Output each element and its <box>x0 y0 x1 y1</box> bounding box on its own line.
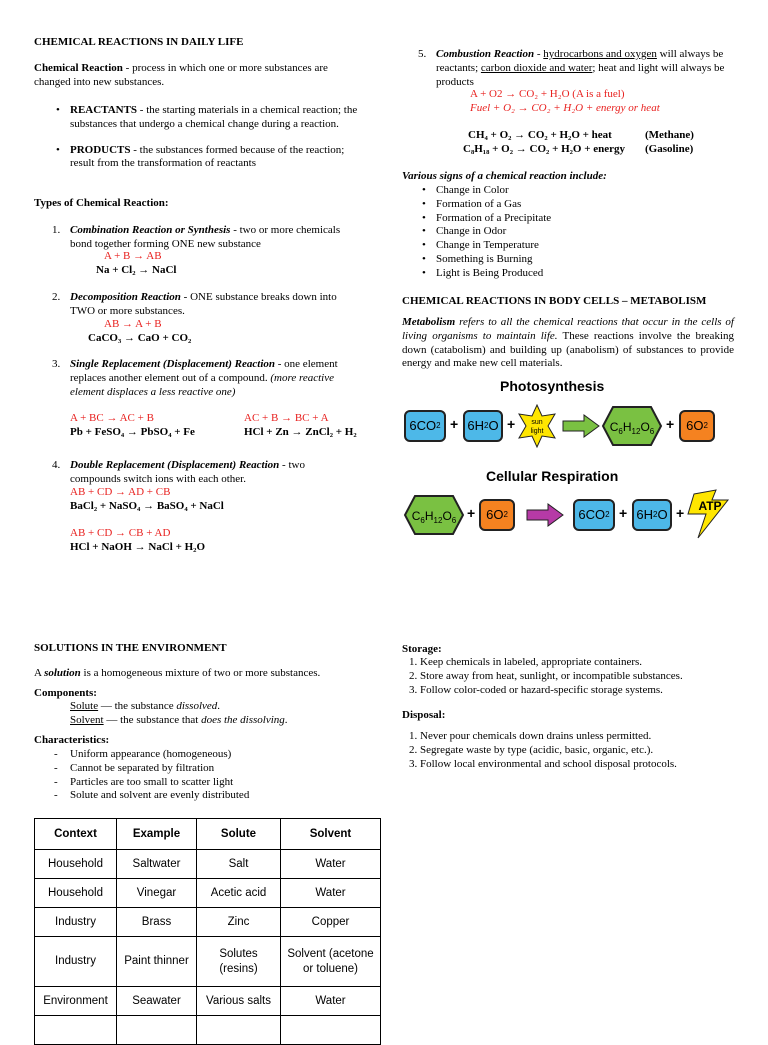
list-item: 1. Keep chemicals in labeled, appropriate containers. <box>420 656 760 670</box>
table-cell: Industry <box>35 937 117 987</box>
double-example-2: HCl + NaOH → NaCl + H₂O <box>70 541 206 553</box>
solvent-line: Solvent — the substance that does the dissolving. <box>70 714 288 726</box>
table-cell: Saltwater <box>117 850 197 879</box>
table-cell: Salt <box>197 850 281 879</box>
table-cell: Acetic acid <box>197 879 281 908</box>
h2o-box: 6H 2 O <box>463 410 503 442</box>
table-cell: Brass <box>117 908 197 937</box>
table-row <box>35 1016 381 1045</box>
plus-sign: + <box>666 416 675 432</box>
list-item: - Particles are too small to scatter light <box>52 776 352 790</box>
chemical-reaction-definition: Chemical Reaction - process in which one or more substances are changed into new substances. <box>34 62 328 88</box>
type-combustion: 5. Combustion Reaction - hydrocarbons and oxygen will always be reactants; carbon dioxide and water; heat and light will always be products <box>418 48 725 88</box>
combustion-example-1-label: (Methane) <box>645 129 694 141</box>
table-row <box>35 937 381 987</box>
section-title-metabolism: CHEMICAL REACTIONS IN BODY CELLS – METABOLISM <box>402 295 707 307</box>
table-row <box>35 987 381 1016</box>
list-item: 2. Store away from heat, sunlight, or incompatible substances. <box>420 670 760 684</box>
double-general-1: AB + CD → AD + CB <box>70 486 171 498</box>
svg-text:C6H12O6: $C_6H_{12}O_6$ <box>411 509 457 525</box>
table-cell: Solutes (resins) <box>197 937 281 987</box>
decomposition-general: AB → A + B <box>104 318 162 330</box>
plus-sign: + <box>450 416 459 432</box>
list-item: • Something is Burning <box>418 253 718 267</box>
solution-definition: A solution is a homogeneous mixture of two or more substances. <box>34 667 321 679</box>
table-header: Solvent <box>281 819 381 850</box>
sun-label-2: light <box>530 428 544 435</box>
table-cell: Vinegar <box>117 879 197 908</box>
type-combination: 1. Combination Reaction or Synthesis - two or more chemicals bond together forming ONE new substance <box>52 224 341 250</box>
table-cell: Solvent (acetone or toluene) <box>281 937 381 987</box>
solute-line: Solute — the substance dissolved. <box>70 700 221 712</box>
type-decomposition: 2. Decomposition Reaction - ONE substance breaks down into TWO or more substances. <box>52 291 337 317</box>
type-single-replacement: 3. Single Replacement (Displacement) Reaction - one element replaces another element out of a compound. (more reactive element displaces a less reactive one) <box>52 358 338 398</box>
storage-list <box>402 656 760 697</box>
table-cell: Copper <box>281 908 381 937</box>
respiration-title: Cellular Respiration <box>486 468 619 484</box>
components-heading: Components: <box>34 687 97 699</box>
disposal-heading: Disposal: <box>402 709 446 721</box>
arrow-right-icon <box>526 503 564 527</box>
decomposition-example: CaCO₃ → CaO + CO₂ <box>88 332 192 344</box>
list-item: • Light is Being Produced <box>418 267 718 281</box>
combination-general: A + B → AB <box>104 250 162 262</box>
reactants-products-list <box>52 104 364 171</box>
table-cell: Various salts <box>197 987 281 1016</box>
table-cell: Household <box>35 850 117 879</box>
single-general-2: AC + B → BC + A <box>244 412 329 424</box>
h2o-box: 6H 2 O <box>632 499 672 531</box>
combination-example: Na + Cl₂ → NaCl <box>96 264 177 276</box>
list-item: 2. Segregate waste by type (acidic, basic, organic, etc.). <box>420 744 760 758</box>
arrow-right-icon <box>562 414 600 438</box>
list-item: • Change in Temperature <box>418 239 718 253</box>
table-cell: Water <box>281 879 381 908</box>
table-row <box>35 908 381 937</box>
plus-sign: + <box>676 505 685 521</box>
list-item: • Change in Odor <box>418 225 718 239</box>
co2-box: 6CO 2 <box>404 410 446 442</box>
glucose-hexagon <box>601 405 663 447</box>
list-item: 3. Follow color-coded or hazard-specific storage systems. <box>420 684 760 698</box>
double-general-2: AB + CD → CB + AD <box>70 527 171 539</box>
storage-heading: Storage: <box>402 643 442 655</box>
list-item: • REACTANTS - the starting materials in a chemical reaction; the substances that undergo a chemical change during a reaction. <box>52 104 364 132</box>
metabolism-paragraph: Metabolism refers to all the chemical reactions that occur in the cells of living organisms to maintain life. These reactions involve the breaking down (catabolism) and building up (anabolism) of substances to provide energy and make new cell materials. <box>402 316 734 370</box>
sun-label-1: sun <box>531 419 543 426</box>
table-cell: Water <box>281 987 381 1016</box>
single-example-1: Pb + FeSO₄ → PbSO₄ + Fe <box>70 426 195 438</box>
table-row <box>35 850 381 879</box>
table-cell: Industry <box>35 908 117 937</box>
table-header: Solute <box>197 819 281 850</box>
single-general-1: A + BC → AC + B <box>70 412 154 424</box>
combustion-example-2: C₈H₁₈ + O₂ → CO₂ + H₂O + energy <box>463 143 626 155</box>
plus-sign: + <box>507 416 516 432</box>
plus-sign: + <box>619 505 628 521</box>
table-header-row <box>35 819 381 850</box>
list-item: - Solute and solvent are evenly distributed <box>52 789 352 803</box>
list-item: - Uniform appearance (homogeneous) <box>52 748 352 762</box>
atp-label: ATP <box>698 499 722 513</box>
table-cell: Environment <box>35 987 117 1016</box>
signs-heading: Various signs of a chemical reaction include: <box>402 170 607 182</box>
double-example-1: BaCl₂ + NaSO₄ → BaSO₄ + NaCl <box>70 500 224 512</box>
table-cell: Zinc <box>197 908 281 937</box>
table-cell <box>281 1016 381 1045</box>
table-cell <box>117 1016 197 1045</box>
table-cell <box>35 1016 117 1045</box>
list-item: - Cannot be separated by filtration <box>52 762 352 776</box>
type-double-replacement: 4. Double Replacement (Displacement) Reaction - two compounds switch ions with each other. <box>52 459 305 485</box>
table-header: Context <box>35 819 117 850</box>
section-title-solutions: SOLUTIONS IN THE ENVIRONMENT <box>34 642 227 654</box>
o2-box: 6O 2 <box>679 410 715 442</box>
list-item: 3. Follow local environmental and school disposal protocols. <box>420 758 760 772</box>
list-item: • Change in Color <box>418 184 718 198</box>
atp-lightning-icon <box>684 488 732 540</box>
table-cell: Household <box>35 879 117 908</box>
table-cell: Paint thinner <box>117 937 197 987</box>
table-header: Example <box>117 819 197 850</box>
table-cell <box>197 1016 281 1045</box>
combustion-general-2: Fuel + O₂ → CO₂ + H₂O + energy or heat <box>470 102 660 114</box>
combustion-general: A + O2 → CO₂ + H₂O (A is a fuel) <box>470 88 625 100</box>
characteristics-list <box>52 748 352 803</box>
signs-list <box>418 184 718 280</box>
photosynthesis-title: Photosynthesis <box>500 378 605 394</box>
combustion-example-2-label: (Gasoline) <box>645 143 694 155</box>
single-example-2: HCl + Zn → ZnCl₂ + H₂ <box>244 426 357 438</box>
table-row <box>35 879 381 908</box>
o2-box: 6O 2 <box>479 499 515 531</box>
sunlight-icon <box>515 404 559 448</box>
types-heading: Types of Chemical Reaction: <box>34 197 169 209</box>
list-item: • Formation of a Precipitate <box>418 212 718 226</box>
list-item: 1. Never pour chemicals down drains unless permitted. <box>420 730 760 744</box>
svg-text:C6H12O6: $C_6H_{12}O_6$ <box>609 420 655 436</box>
characteristics-heading: Characteristics: <box>34 734 110 746</box>
section-title-reactions: CHEMICAL REACTIONS IN DAILY LIFE <box>34 36 244 48</box>
table-cell: Seawater <box>117 987 197 1016</box>
glucose-hexagon <box>403 494 465 536</box>
combustion-example-1: CH₄ + O₂ → CO₂ + H₂O + heat <box>468 129 612 141</box>
plus-sign: + <box>467 505 476 521</box>
table-cell: Water <box>281 850 381 879</box>
disposal-list <box>402 730 760 771</box>
co2-box: 6CO 2 <box>573 499 615 531</box>
solutions-table <box>34 818 381 1045</box>
list-item: • PRODUCTS - the substances formed because of the reaction; result from the transformation of reactants <box>52 144 364 172</box>
list-item: • Formation of a Gas <box>418 198 718 212</box>
